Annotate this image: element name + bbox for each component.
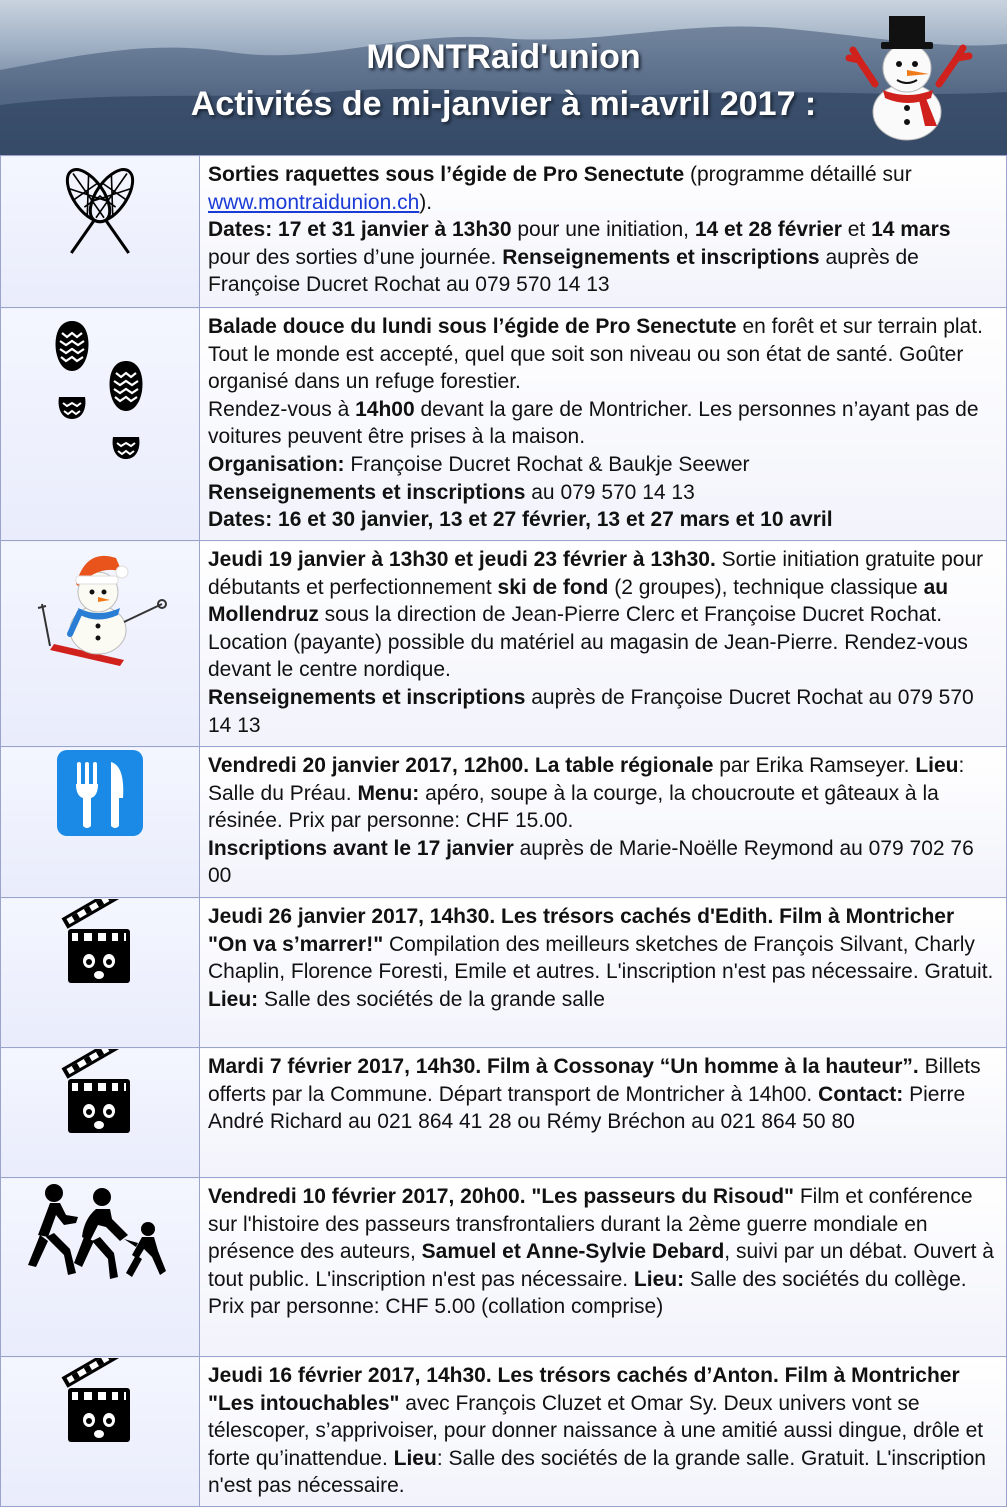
event-row: [1, 898, 1007, 1048]
clapperboard-icon: [58, 899, 142, 989]
event-description: Balade douce du lundi sous l’égide de Pro Senectute en forêt et sur terrain plat. Tout le monde est accepté, quel que soit son niveau ou son état de santé. Goûter organisé dans un refuge forestier. Rendez-vous à 14h00 devant la gare de Montricher. Les personnes n’ayant pas de voitures peuvent être prises à la maison. Organisation: Françoise Ducret Rochat & Baukje Seewer Renseignements et inscriptions au 079 570 14 13 Dates: 16 et 30 janvier, 13 et 27 février, 13 et 27 mars et 10 avril: [200, 308, 1007, 541]
snowshoes-icon: [40, 157, 160, 267]
event-description: Vendredi 20 janvier 2017, 12h00. La table régionale par Erika Ramseyer. Lieu: Salle du Préau. Menu: apéro, soupe à la courge, la choucroute et gâteaux à la résinée. Prix par personne: CHF 15.00. Inscriptions avant le 17 janvier auprès de Marie-Noëlle Reymond au 079 702 76 00: [200, 747, 1007, 898]
clapperboard-icon: [58, 1049, 142, 1139]
snowman-icon: [845, 14, 975, 142]
event-description: Jeudi 16 février 2017, 14h30. Les trésors cachés d’Anton. Film à Montricher "Les intouchables" avec François Cluzet et Omar Sy. Deux univers vont se télescoper, s’apprivoiser, pour donner naissance à une amitié aussi dingue, drôle et forte qu’inattendue. Lieu: Salle des sociétés de la grande salle. Gratuit. L'inscription n'est pas nécessaire.: [200, 1357, 1007, 1507]
event-row: [1, 1357, 1007, 1507]
event-row: [1, 747, 1007, 898]
footprints-icon: [30, 309, 170, 479]
running-family-icon: [20, 1179, 180, 1289]
event-row: [1, 541, 1007, 747]
event-description: Jeudi 19 janvier à 13h30 et jeudi 23 février à 13h30. Sortie initiation gratuite pour débutants et perfectionnement ski de fond (2 groupes), technique classique au Mollendruz sous la direction de Jean-Pierre Clerc et Françoise Ducret Rochat. Location (payante) possible du matériel au magasin de Jean-Pierre. Rendez-vous devant le centre nordique. Renseignements et inscriptions auprès de Françoise Ducret Rochat au 079 570 14 13: [200, 541, 1007, 747]
website-link[interactable]: www.montraidunion.ch: [208, 190, 420, 214]
events-table: [0, 155, 1007, 1507]
header-banner: [0, 0, 1007, 155]
event-row: [1, 156, 1007, 308]
event-row: [1, 308, 1007, 541]
page-title: MONTRaid'union: [366, 38, 641, 76]
event-description: Vendredi 10 février 2017, 20h00. "Les passeurs du Risoud" Film et conférence sur l'histoire des passeurs transfrontaliers durant la 2ème guerre mondiale en présence des auteurs, Samuel et Anne-Sylvie Debard, suivi par un débat. Ouvert à tout public. L'inscription n'est pas nécessaire. Lieu: Salle des sociétés du collège. Prix par personne: CHF 5.00 (collation comprise): [200, 1178, 1007, 1357]
event-row: [1, 1178, 1007, 1357]
clapperboard-icon: [58, 1358, 142, 1448]
event-description: Sorties raquettes sous l’égide de Pro Senectute (programme détaillé sur www.montraidunion.ch). Dates: 17 et 31 janvier à 13h30 pour une initiation, 14 et 28 février et 14 mars pour des sorties d’une journée. Renseignements et inscriptions auprès de Françoise Ducret Rochat au 079 570 14 13: [200, 156, 1007, 308]
skiing-snowman-icon: [30, 542, 170, 672]
page-subtitle: Activités de mi-janvier à mi-avril 2017 :: [190, 85, 817, 123]
knife-fork-icon: [55, 748, 145, 838]
event-description: Jeudi 26 janvier 2017, 14h30. Les trésors cachés d'Edith. Film à Montricher "On va s’marrer!" Compilation des meilleurs sketches de François Silvant, Charly Chaplin, Florence Foresti, Emile et autres. L'inscription n'est pas nécessaire. Gratuit. Lieu: Salle des sociétés de la grande salle: [200, 898, 1007, 1048]
event-description: Mardi 7 février 2017, 14h30. Film à Cossonay “Un homme à la hauteur”. Billets offerts par la Commune. Départ transport de Montricher à 14h00. Contact: Pierre André Richard au 021 864 41 28 ou Rémy Bréchon au 021 864 50 80: [200, 1048, 1007, 1178]
event-row: [1, 1048, 1007, 1178]
